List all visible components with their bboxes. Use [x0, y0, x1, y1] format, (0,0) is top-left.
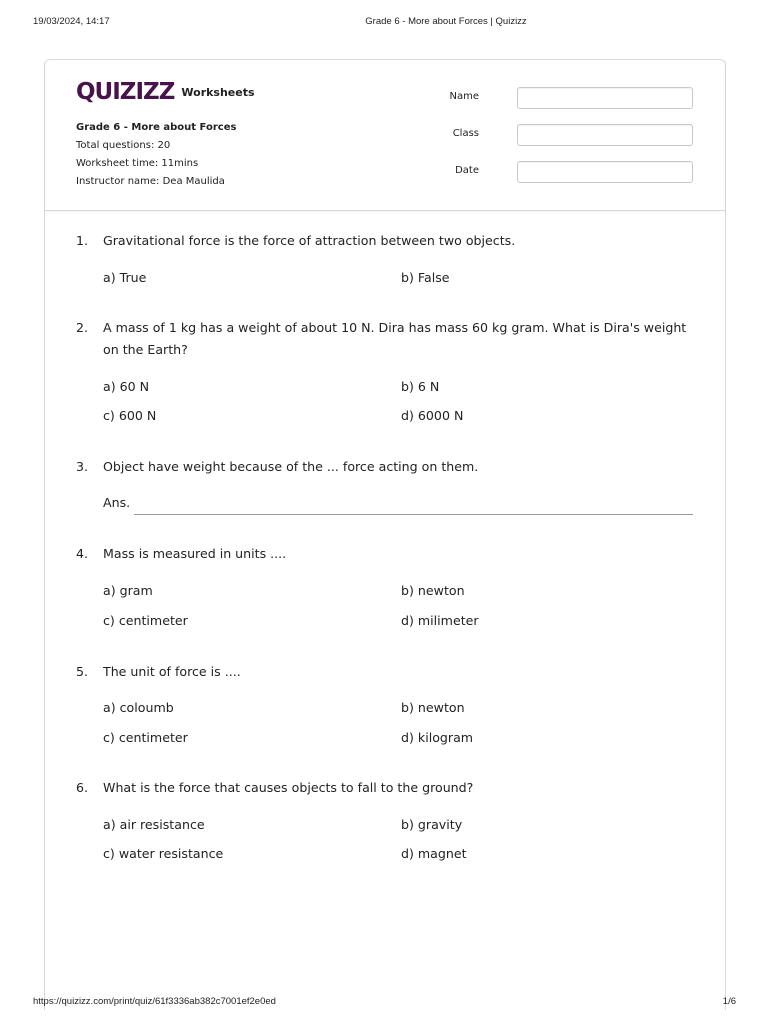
option-a[interactable]: a) True	[103, 270, 147, 285]
worksheet-header	[45, 60, 725, 211]
question-number: 2.	[76, 320, 89, 335]
class-label: Class	[452, 128, 479, 139]
worksheet-sheet	[44, 59, 726, 1010]
quizizz-logo: QUIZIZZ	[76, 79, 175, 105]
option-c[interactable]: c) centimeter	[103, 730, 188, 745]
option-b[interactable]: b) newton	[401, 700, 465, 715]
option-d[interactable]: d) magnet	[401, 846, 467, 861]
class-input[interactable]	[517, 124, 693, 146]
date-field	[455, 161, 695, 183]
date-label: Date	[455, 165, 479, 176]
option-a[interactable]: a) 60 N	[103, 379, 150, 394]
answer-label: Ans.	[103, 495, 131, 510]
question-number: 1.	[76, 233, 89, 248]
question-text: What is the force that causes objects to fall to the ground?	[103, 780, 474, 795]
option-d[interactable]: d) milimeter	[401, 613, 479, 628]
print-url[interactable]: https://quizizz.com/print/quiz/61f3336ab382c7001ef2e0ed	[33, 996, 276, 1007]
question-text: A mass of 1 kg has a weight of about 10 N. Dira has mass 60 kg gram. What is Dira's weight on the Earth?	[103, 320, 687, 357]
option-b[interactable]: b) 6 N	[401, 379, 440, 394]
option-b[interactable]: b) newton	[401, 583, 465, 598]
class-field	[452, 124, 695, 146]
option-a[interactable]: a) coloumb	[103, 700, 174, 715]
name-field	[449, 87, 695, 109]
worksheet-time: Worksheet time: 11mins	[76, 158, 199, 169]
question-text: The unit of force is ....	[103, 664, 241, 679]
worksheet-meta	[76, 119, 236, 191]
brand	[76, 81, 255, 104]
option-c[interactable]: c) 600 N	[103, 408, 157, 423]
print-footer	[0, 996, 768, 1010]
print-datetime: 19/03/2024, 14:17	[33, 16, 110, 27]
option-d[interactable]: d) 6000 N	[401, 408, 464, 423]
question-text: Object have weight because of the ... force acting on them.	[103, 459, 479, 474]
answer-line[interactable]	[134, 514, 693, 515]
total-questions: Total questions: 20	[76, 140, 171, 151]
question-number: 4.	[76, 546, 89, 561]
print-header	[0, 16, 768, 30]
option-b[interactable]: b) gravity	[401, 817, 463, 832]
question-number: 5.	[76, 664, 89, 679]
worksheet-title: Grade 6 - More about Forces	[76, 122, 237, 133]
question-2	[76, 317, 696, 361]
instructor-name: Instructor name: Dea Maulida	[76, 176, 225, 187]
option-c[interactable]: c) water resistance	[103, 846, 224, 861]
name-label: Name	[449, 91, 479, 102]
date-input[interactable]	[517, 161, 693, 183]
print-page-number: 1/6	[722, 996, 736, 1007]
question-number: 6.	[76, 780, 89, 795]
option-a[interactable]: a) gram	[103, 583, 153, 598]
option-a[interactable]: a) air resistance	[103, 817, 205, 832]
brand-subtitle: Worksheets	[181, 86, 255, 99]
print-page-title: Grade 6 - More about Forces | Quizizz	[365, 16, 527, 27]
name-input[interactable]	[517, 87, 693, 109]
option-d[interactable]: d) kilogram	[401, 730, 474, 745]
question-text: Mass is measured in units ....	[103, 546, 287, 561]
question-number: 3.	[76, 459, 89, 474]
option-c[interactable]: c) centimeter	[103, 613, 188, 628]
option-b[interactable]: b) False	[401, 270, 450, 285]
question-text: Gravitational force is the force of attraction between two objects.	[103, 233, 516, 248]
